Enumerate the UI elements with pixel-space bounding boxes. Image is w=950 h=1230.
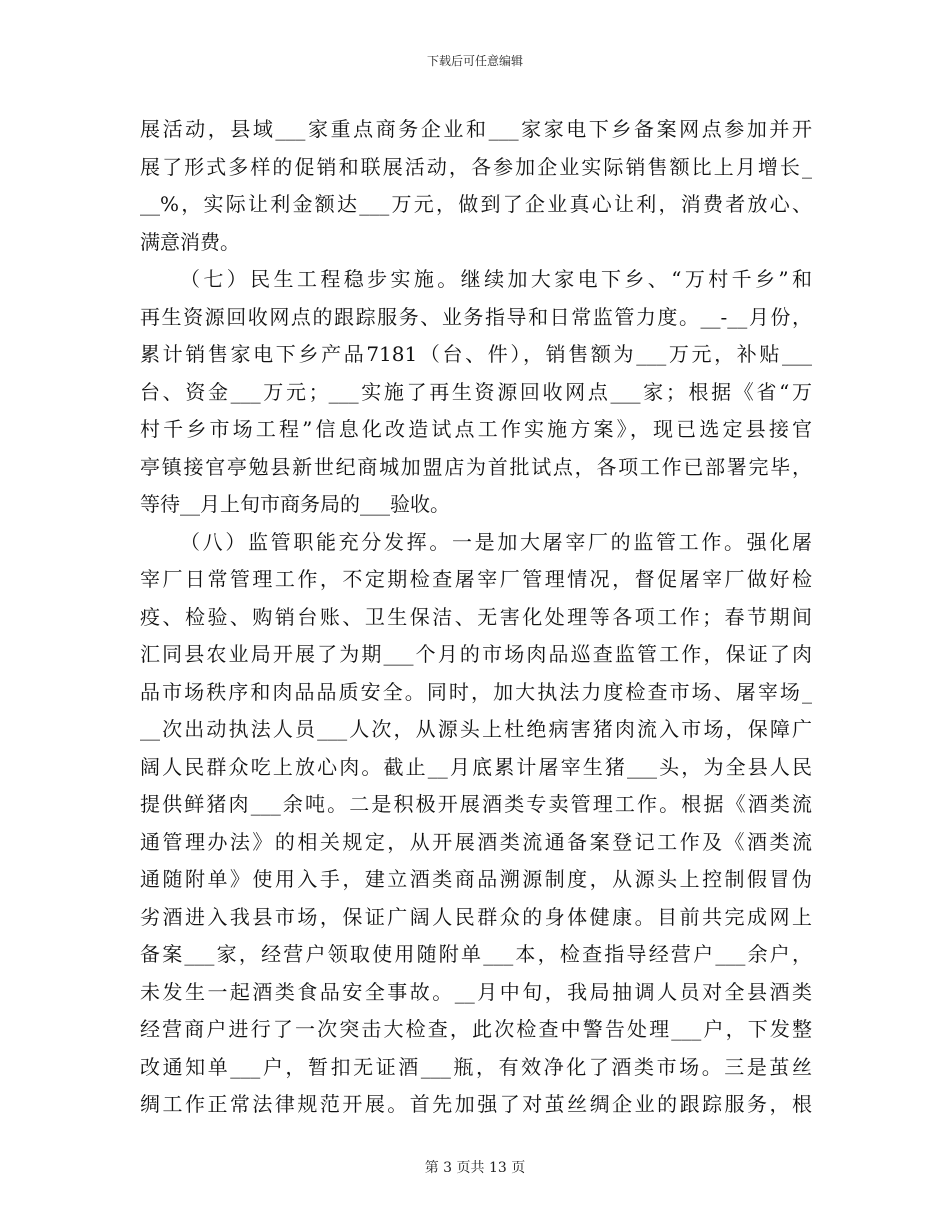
text-line: 等待__月上旬市商务局的___验收。 bbox=[140, 492, 450, 516]
text-line: 阔人民群众吃上放心肉。截止__月底累计屠宰生猪___头，为全县人民 bbox=[140, 754, 812, 779]
text-line: 绸工作正常法律规范开展。首先加强了对茧丝绸企业的跟踪服务，根 bbox=[140, 1092, 812, 1116]
text-line: __次出动执法人员___人次，从源头上杜绝病害猪肉流入市场，保障广 bbox=[140, 717, 812, 741]
text-line: 汇同县农业局开展了为期___个月的市场肉品巡查监管工作，保证了肉 bbox=[140, 642, 812, 666]
text-line: 满意消费。 bbox=[140, 229, 240, 254]
text-line: 经营商户进行了一次突击大检查，此次检查中警告处理___户，下发整 bbox=[140, 1017, 812, 1041]
text-line: __%，实际让利金额达___万元，做到了企业真心让利，消费者放心、 bbox=[140, 192, 812, 216]
text-line: 劣酒进入我县市场，保证广阔人民群众的身体健康。目前共完成网上 bbox=[140, 904, 812, 929]
text-line: （七）民生工程稳步实施。继续加大家电下乡、“万村千乡”和 bbox=[180, 267, 812, 291]
text-line: 亭镇接官亭勉县新世纪商城加盟店为首批试点，各项工作已部署完毕， bbox=[140, 454, 812, 479]
page-footer: 第 3 页共 13 页 bbox=[424, 1160, 526, 1176]
body-text bbox=[140, 111, 812, 1124]
text-line: 疫、检验、购销台账、卫生保洁、无害化处理等各项工作；春节期间 bbox=[140, 604, 812, 629]
text-line: 台、资金___万元；___实施了再生资源回收网点___家；根据《省“万 bbox=[140, 379, 812, 404]
text-line: 未发生一起酒类食品安全事故。__月中旬，我局抽调人员对全县酒类 bbox=[140, 979, 812, 1004]
text-line: 村千乡市场工程”信息化改造试点工作实施方案》，现已选定县接官 bbox=[140, 417, 812, 441]
text-line: 再生资源回收网点的跟踪服务、业务指导和日常监管力度。__-__月份， bbox=[140, 304, 812, 329]
text-line: 展了形式多样的促销和联展活动，各参加企业实际销售额比上月增长_ bbox=[140, 154, 812, 179]
text-line: 提供鲜猪肉___余吨。二是积极开展酒类专卖管理工作。根据《酒类流 bbox=[140, 792, 812, 816]
page-header: 下载后可任意编辑 bbox=[426, 54, 523, 68]
text-line: 品市场秩序和肉品品质安全。同时，加大执法力度检查市场、屠宰场_ bbox=[140, 679, 812, 704]
text-line: 通随附单》使用入手，建立酒类商品溯源制度，从源头上控制假冒伪 bbox=[140, 867, 812, 891]
text-line: 改通知单___户，暂扣无证酒___瓶，有效净化了酒类市场。三是茧丝 bbox=[140, 1054, 812, 1079]
text-line: （八）监管职能充分发挥。一是加大屠宰厂的监管工作。强化屠 bbox=[180, 529, 812, 554]
text-line: 宰厂日常管理工作，不定期检查屠宰厂管理情况，督促屠宰厂做好检 bbox=[140, 567, 812, 591]
text-line: 展活动，县域___家重点商务企业和___家家电下乡备案网点参加并开 bbox=[140, 117, 812, 141]
text-line: 累计销售家电下乡产品7181（台、件），销售额为___万元，补贴___ bbox=[140, 342, 812, 366]
text-line: 备案___家，经营户领取使用随附单___本，检查指导经营户___余户， bbox=[140, 942, 812, 966]
text-line: 通管理办法》的相关规定，从开展酒类流通备案登记工作及《酒类流 bbox=[140, 829, 812, 854]
